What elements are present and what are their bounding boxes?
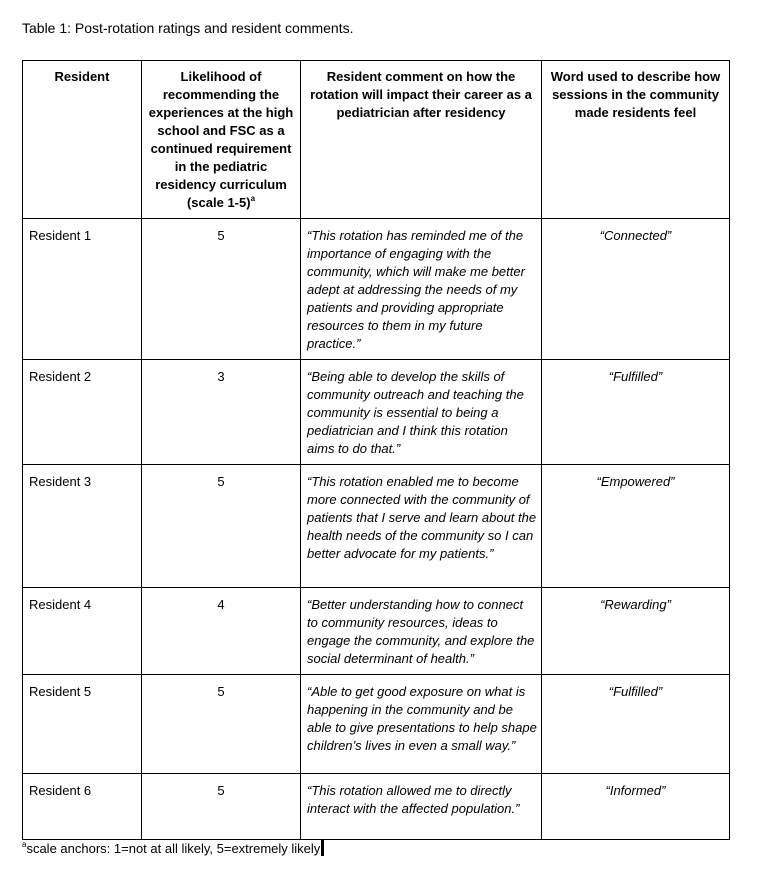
resident-cell: Resident 3 [23,465,142,588]
word-cell: “Empowered” [542,465,730,588]
word-cell: “Connected” [542,219,730,360]
rating-cell: 5 [142,675,301,774]
word-cell: “Fulfilled” [542,675,730,774]
table-row [23,774,730,840]
comment-cell: “This rotation has reminded me of the importance of engaging with the community, which will make me better adept at addressing the needs of my patients and providing appropriate resources to them in my future practice.” [301,219,542,360]
table-row [23,465,730,588]
table-row [23,588,730,675]
rating-cell: 5 [142,774,301,840]
footnote-text: scale anchors: 1=not at all likely, 5=extremely likely [26,841,321,856]
ratings-table [22,60,730,840]
header-likelihood-text: Likelihood of recommending the experiences at the high school and FSC as a continued requirement in the pediatric residency curriculum (scale 1-5) [148,69,294,210]
header-comment: Resident comment on how the rotation will impact their career as a pediatrician after residency [301,61,542,219]
rating-cell: 5 [142,219,301,360]
footnote-superscript: a [22,840,27,849]
resident-cell: Resident 2 [23,360,142,465]
table-caption: Table 1: Post-rotation ratings and resident comments. [22,20,354,36]
comment-cell: “Being able to develop the skills of community outreach and teaching the community is essential to being a pediatrician and I think this rotation aims to do that.” [301,360,542,465]
rating-cell: 5 [142,465,301,588]
header-likelihood [142,61,301,219]
header-row [23,61,730,219]
comment-cell: “Able to get good exposure on what is happening in the community and be able to give presentations to help shape children’s lives in even a small way.” [301,675,542,774]
table-row [23,360,730,465]
resident-cell: Resident 5 [23,675,142,774]
footnote [22,840,324,858]
word-cell: “Rewarding” [542,588,730,675]
rating-cell: 3 [142,360,301,465]
text-cursor [321,840,324,856]
table-row [23,675,730,774]
rating-cell: 4 [142,588,301,675]
header-likelihood-superscript: a [250,194,256,203]
comment-cell: “Better understanding how to connect to community resources, ideas to engage the community, and explore the social determinant of health.” [301,588,542,675]
word-cell: “Informed” [542,774,730,840]
comment-cell: “This rotation allowed me to directly interact with the affected population.” [301,774,542,840]
header-resident: Resident [23,61,142,219]
word-cell: “Fulfilled” [542,360,730,465]
resident-cell: Resident 6 [23,774,142,840]
comment-cell: “This rotation enabled me to become more connected with the community of patients that I serve and learn about the health needs of the community so I can better advocate for my patients.” [301,465,542,588]
header-word: Word used to describe how sessions in the community made residents feel [542,61,730,219]
resident-cell: Resident 1 [23,219,142,360]
resident-cell: Resident 4 [23,588,142,675]
table-row [23,219,730,360]
